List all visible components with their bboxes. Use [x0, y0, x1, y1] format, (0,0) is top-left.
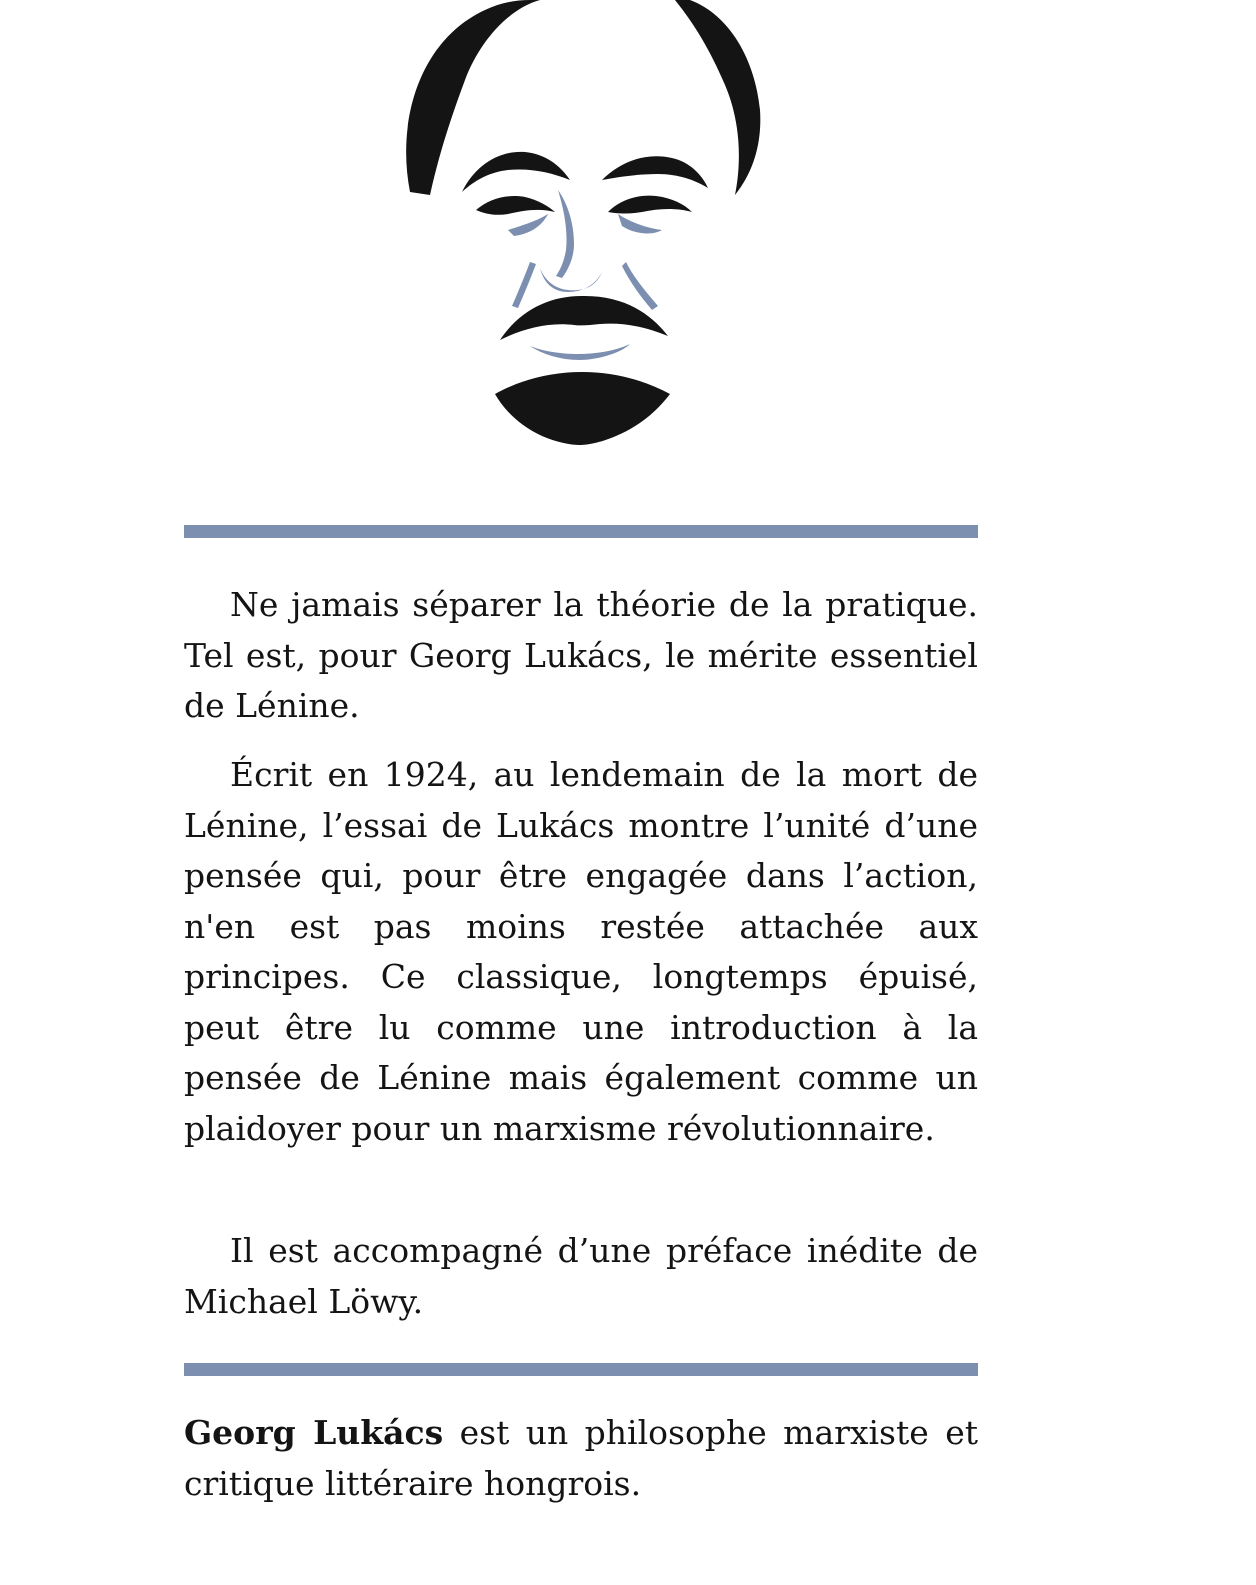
mustache [500, 296, 668, 340]
blurb-paragraph-3 [184, 1226, 978, 1327]
blurb-paragraph-2 [184, 750, 978, 1154]
blurb-paragraph-3-text: Il est accompagné d’une préface inédite de Michael Löwy. [184, 1231, 978, 1321]
left-eye [476, 196, 555, 215]
right-eyebrow [602, 156, 708, 188]
lenin-portrait-illustration [390, 0, 780, 455]
blurb-paragraph-1-text: Ne jamais séparer la théorie de la pratique. Tel est, pour Georg Lukács, le mérite essentiel de Lénine. [184, 585, 978, 725]
author-bio [184, 1408, 978, 1509]
bottom-divider-rule [184, 1363, 978, 1376]
author-name: Georg Lukács [184, 1413, 444, 1452]
left-eyebrow [462, 152, 570, 192]
beard [495, 372, 670, 445]
blurb-paragraph-2-text: Écrit en 1924, au lendemain de la mort de Lénine, l’essai de Lukács montre l’unité d’une pensée qui, pour être engagée dans l’action, n'en est pas moins restée attachée aux principes. Ce classique, longtemps épuisé, peut être lu comme une introduction à la pensée de Lénine mais également comme un plaidoyer pour un marxisme révolutionnaire. [184, 755, 978, 1148]
author-bio-text: est un philosophe marxiste et critique littéraire hongrois. [184, 1413, 978, 1503]
top-divider-rule [184, 525, 978, 538]
blurb-paragraph-1 [184, 580, 978, 732]
